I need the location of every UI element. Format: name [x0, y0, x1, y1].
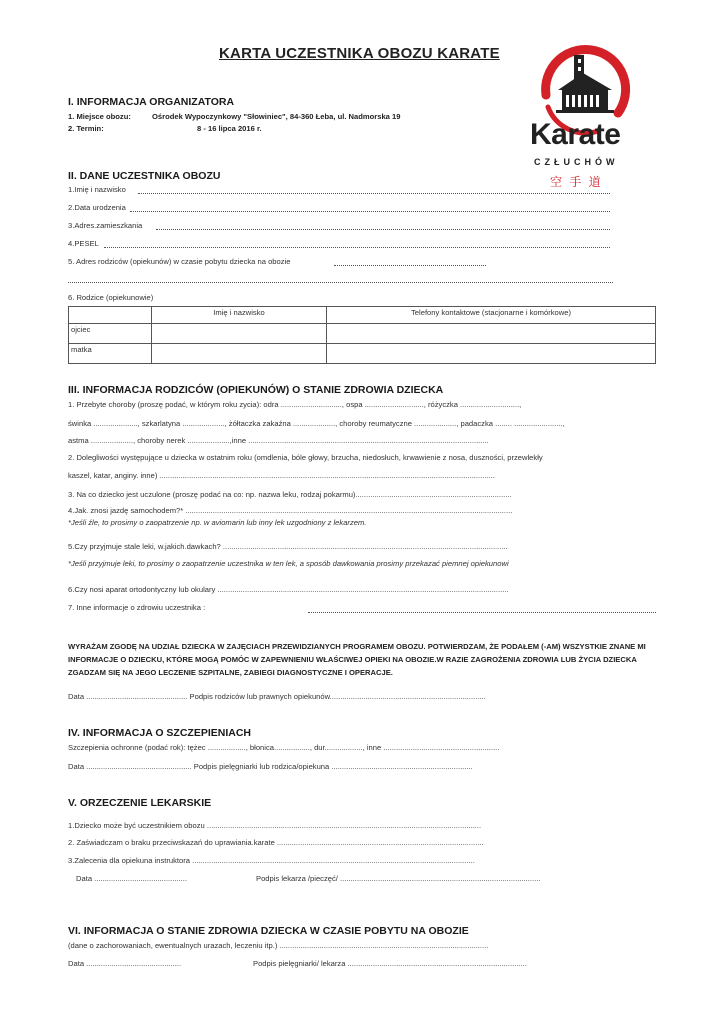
q1-line-b[interactable]: świnka ....................., szkarlatyna ...................., żółtaczka zakaźna ...................., choroby reumatyczne ...................., padaczka ........ ......................., — [68, 419, 565, 428]
doctor-line-3[interactable]: 3.Zalecenia dla opiekuna instruktora ...................................................................................................................................... — [68, 856, 475, 865]
date-label: 2. Termin: — [68, 124, 104, 133]
field-pesel-line[interactable] — [104, 247, 610, 248]
parents-label: 6. Rodzice (opiekunowie) — [68, 293, 154, 302]
section1-heading: I. INFORMACJA ORGANIZATORA — [68, 96, 235, 108]
mother-name-cell[interactable] — [152, 344, 327, 364]
father-name-cell[interactable] — [152, 324, 327, 344]
field-parent-address-line[interactable] — [334, 265, 486, 266]
q4-line[interactable]: 4.Jak. znosi jazdę samochodem?* ........................................................................................................................................................... — [68, 506, 513, 515]
camp-date-line[interactable]: Data ............................................. — [68, 959, 182, 968]
consent-statement: WYRAŻAM ZGODĘ NA UDZIAŁ DZIECKA W ZAJĘCIACH PRZEWIDZIANYCH PROGRAMEM OBOZU. POTWIERDZAM, ŻE PODAŁEM (-AM) WSZYSTKIE ZNANE MI INFORMACJE O DZIECKU, KTÓRE MOGĄ POMÓC W ZAPEWNIENIU WŁAŚCIWEJ OPIEKI NA OBOZIE.W RAZIE ZAGROŻENIA ZDROWIA LUB ŻYCIA DZIECKA ZGADZAM SIĘ NA JEGO LECZENIE SZPITALNE, ZABIEGI DIAGNOSTYCZNE I OPERACJE. — [68, 642, 646, 677]
karate-logo — [528, 35, 638, 195]
col-phone-header: Telefony kontaktowe (stacjonarne i komórkowe) — [327, 307, 656, 324]
section6-heading: VI. INFORMACJA O STANIE ZDROWIA DZIECKA W CZASIE POBYTU NA OBOZIE — [68, 925, 469, 937]
field-name-line[interactable] — [138, 193, 610, 194]
field-name-label: 1.Imię i nazwisko — [68, 185, 126, 194]
q1-line-c[interactable]: astma ...................., choroby nerek ....................,inne .................................................................................................................. — [68, 436, 489, 445]
doctor-date-line[interactable]: Data ............................................ — [76, 874, 187, 883]
q4-note: *Jeśli źle, to prosimy o zaopatrzenie np. w aviomarin lub inny lek uzgodniony z lekarzem. — [68, 518, 367, 527]
field-parent-address-label: 5. Adres rodziców (opiekunów) w czasie pobytu dziecka na obozie — [68, 257, 291, 266]
section5-heading: V. ORZECZENIE LEKARSKIE — [68, 797, 212, 809]
field-pesel-label: 4.PESEL — [68, 239, 99, 248]
camp-health-line[interactable]: (dane o zachorowaniach, ewentualnych urazach, leczeniu itp.) ................................................................................................... — [68, 941, 489, 950]
col-name-header: Imię i nazwisko — [152, 307, 327, 324]
row-mother-label: matka — [69, 344, 152, 364]
q6-line[interactable]: 6.Czy nosi aparat ortodontyczny lub okulary .......................................................................................................................................... — [68, 585, 509, 594]
q1-line-a[interactable]: 1. Przebyte choroby (proszę podać, w którym roku zycia): odra ............................., ospa ............................, różyczka ............................, — [68, 400, 522, 409]
field-address-line[interactable] — [156, 229, 610, 230]
q7-line[interactable] — [308, 612, 656, 613]
place-label: 1. Miejsce obozu: — [68, 112, 131, 121]
logo-kanji: 空 手 道 — [550, 175, 603, 189]
logo-city: CZŁUCHÓW — [534, 157, 619, 167]
place-value: Ośrodek Wypoczynkowy "Słowiniec", 84-360 Łeba, ul. Nadmorska 19 — [152, 112, 401, 121]
field-birthdate-label: 2.Data urodzenia — [68, 203, 126, 212]
logo-title: Karate — [530, 118, 621, 151]
section4-heading: IV. INFORMACJA O SZCZEPIENIACH — [68, 727, 251, 739]
section2-heading: II. DANE UCZESTNIKA OBOZU — [68, 170, 221, 182]
page-title: KARTA UCZESTNIKA OBOZU KARATE — [219, 45, 500, 62]
date-value: 8 - 16 lipca 2016 r. — [197, 124, 262, 133]
nurse-signature-line[interactable]: Data .................................................. Podpis pielęgniarki lub rodzica/opiekuna ................................................................... — [68, 762, 473, 771]
q2-line-b[interactable]: kaszel, katar, anginy. inne) ............................................................................................................................................................... — [68, 471, 495, 480]
mother-phone-cell[interactable] — [327, 344, 656, 364]
father-phone-cell[interactable] — [327, 324, 656, 344]
q5-note: *Jeśli przyjmuje leki, to prosimy o zaopatrzenie uczestnika w ten lek, a sposób dawkowania prosimy przekazać piemnej opiekunowi — [68, 559, 509, 568]
q5-line[interactable]: 5.Czy przyjmuje stale leki, w.jakich.dawkach? ....................................................................................................................................... — [68, 542, 508, 551]
doctor-line-1[interactable]: 1.Dziecko może być uczestnikiem obozu .................................................................................................................................. — [68, 821, 482, 830]
q7-label: 7. Inne informacje o zdrowiu uczestnika : — [68, 603, 206, 612]
field-address-label: 3.Adres.zamieszkania — [68, 221, 143, 230]
vaccination-line[interactable]: Szczepienia ochronne (podać rok): tężec .................., błonica................., dur.................., inne ....................................................... — [68, 743, 500, 752]
field-parent-address-line2[interactable] — [68, 282, 613, 283]
parents-table — [68, 306, 656, 364]
q2-line-a: 2. Dolegliwości występujące u dziecka w ostatnim roku (omdlenia, bóle głowy, brzucha, niedosłuch, krwawienie z nosa, duszności, przewlekły — [68, 453, 543, 462]
doctor-line-2[interactable]: 2. Zaświadczam o braku przeciwskazań do uprawiania.karate .................................................................................................. — [68, 838, 484, 847]
camp-signature-line[interactable]: Podpis pielęgniarki/ lekarza ..................................................................................... — [253, 959, 527, 968]
parent-signature-line[interactable]: Data ................................................ Podpis rodziców lub prawnych opiekunów.......................................................................... — [68, 692, 486, 701]
q3-line[interactable]: 3. Na co dziecko jest uczulone (proszę podać na co: np. nazwa leku, rodzaj pokarmu).......................................................................... — [68, 490, 512, 499]
field-birthdate-line[interactable] — [130, 211, 610, 212]
doctor-signature-line[interactable]: Podpis lekarza /pieczęć/ ............................................................................................... — [256, 874, 541, 883]
section3-heading: III. INFORMACJA RODZICÓW (OPIEKUNÓW) O STANIE ZDROWIA DZIECKA — [68, 384, 444, 396]
row-father-label: ojciec — [69, 324, 152, 344]
